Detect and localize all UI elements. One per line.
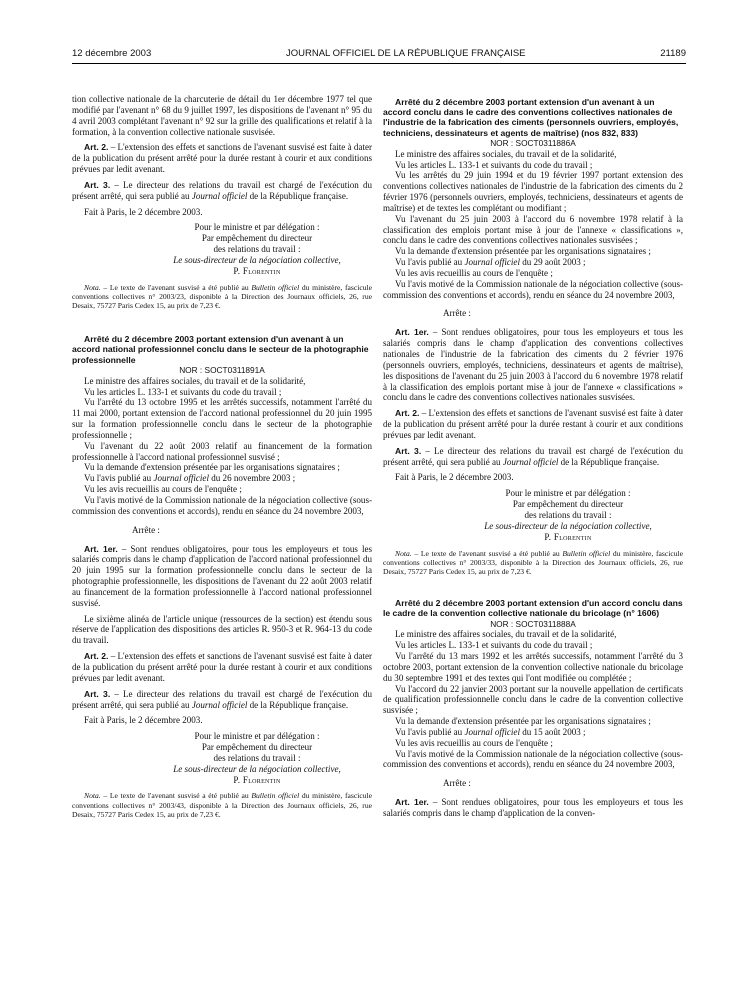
visa: Vu la demande d'extension présentée par les organisations signataires ; xyxy=(395,716,651,727)
visa: Vu les avis recueillis au cours de l'enquête ; xyxy=(84,484,242,495)
nota-note: Nota. – Le texte de l'avenant susvisé a été publié au Bulletin officiel du ministère, fascicule conventions collectives n° 2003/43, disponible à la Direction des Journaux officiels, 26, rue Desaix, 75727 Paris Cedex 15, au prix de 7,23 €. xyxy=(72,791,372,819)
signature-block: Pour le ministre et par délégation : Par empêchement du directeur des relations du travail : Le sous-directeur de la négociation collective, P. Florentin xyxy=(173,222,341,276)
visa: Vu les articles L. 133-1 et suivants du code du travail ; xyxy=(395,640,593,651)
visa: Vu l'avis motivé de la Commission nationale de la négociation collective (sous-commission des conventions et accords), rendu en séance du 24 novembre 2003, xyxy=(383,748,683,770)
page-header xyxy=(72,45,686,61)
visa: Vu les arrêtés du 29 juin 1994 et du 19 février 1997 portant extension des conventions collectives nationales de l'industrie de la fabrication des ciments du 2 février 1976 (personnels ouvriers, employés, techniciens, dessinateurs et agents de maîtrise) et de textes les complétant ou modifiant ; xyxy=(383,170,683,213)
nota-note: Nota. – Le texte de l'avenant susvisé a été publié au Bulletin officiel du ministère, fascicule conventions collectives n° 2003/33, disponible à la Direction des Journaux officiels, 26, rue Desaix, 75727 Paris Cedex 15, au prix de 7,23 €. xyxy=(383,548,683,576)
nor-reference: NOR : SOCT0311891A xyxy=(179,364,265,375)
article-2: Art. 2. – L'extension des effets et sanctions de l'avenant susvisé est faite à dater de la publication du présent arrêté pour la durée restant à courir et aux conditions prévues par ledit avenant. xyxy=(383,408,684,440)
article-1-paragraph: Le sixième alinéa de l'article unique (ressources de la section) est étendu sous réserve de l'application des dispositions des articles R. 950-3 et R. 964-13 du code du travail. xyxy=(72,613,372,646)
visa-minister: Le ministre des affaires sociales, du travail et de la solidarité, xyxy=(395,148,617,159)
nota-note: Nota. – Le texte de l'avenant susvisé a été publié au Bulletin officiel du ministère, fascicule conventions collectives n° 2003/23, disponible à la Direction des Journaux officiels, 26, rue Desaix, 75727 Paris Cedex 15, au prix de 7,23 €. xyxy=(72,282,372,311)
arrete-heading: Arrête : xyxy=(132,524,160,535)
visa: Vu l'avenant du 25 juin 2003 à l'accord du 6 novembre 1978 relatif à la classification des emplois portant mise à jour de l'annexe « classifications », conclu dans le cadre des conventions collectives nationales susvisées ; xyxy=(383,213,683,246)
signature-block: Pour le ministre et par délégation : Par empêchement du directeur des relations du travail : Le sous-directeur de la négociation collective, P. Florentin xyxy=(484,488,652,542)
header-date: 12 décembre 2003 xyxy=(72,47,152,59)
signature-date: Fait à Paris, le 2 décembre 2003. xyxy=(395,472,514,483)
continued-text: tion collective nationale de la charcuterie de détail du 1er décembre 1977 tel que modifié par l'avenant n° 68 du 9 juillet 1997, les dispositions de l'avenant n° 95 du 4 avril 2003 complétant l'avenant n° 92 sur la grille des qualifications et relatif à la formation, à la convention collective nationale susvisée. xyxy=(72,94,372,137)
nor-reference: NOR : SOCT0311888A xyxy=(490,618,576,629)
visa: Vu l'avis publié au Journal officiel du 29 août 2003 ; xyxy=(395,257,586,268)
visa: Vu l'accord du 22 janvier 2003 portant sur la nouvelle appellation de certificats de qualification professionnelle conclu dans le cadre de la convention collective susvisée ; xyxy=(383,683,683,716)
article-3: Art. 3. – Le directeur des relations du travail est chargé de l'exécution du présent arrêté, qui sera publié au Journal officiel de la République française. xyxy=(383,445,683,467)
signature-block: Pour le ministre et par délégation : Par empêchement du directeur des relations du travail : Le sous-directeur de la négociation collective, P. Florentin xyxy=(173,731,341,785)
decree-title-photography: Arrêté du 2 décembre 2003 portant extension d'un avenant à un accord national professionnel conclu dans le secteur de la photographie professionnelle xyxy=(72,334,369,365)
article-1: Art. 1er. – Sont rendues obligatoires, pour tous les employeurs et tous les salariés compris dans le champ d'application de la conven- xyxy=(383,797,683,819)
decree-title-ciments: Arrêté du 2 décembre 2003 portant extension d'un avenant à un accord conclu dans le cadre des conventions collectives nationales de l'industrie de la fabrication des ciments (personnels ouvriers, employés, techniciens, dessinateurs et agents de maîtrise) (nos 832, 833) xyxy=(383,97,679,138)
article-1: Art. 1er. – Sont rendues obligatoires, pour tous les employeurs et tous les salariés compris dans le champ d'application de l'accord national professionnel du 20 juin 1995 sur la formation professionnelle conclu dans le secteur de la photographie professionnelle, les dispositions de l'avenant du 22 août 2003 relatif au financement de la formation professionnelle à l'accord national professionnel susvisé. xyxy=(72,543,372,608)
signature-date: Fait à Paris, le 2 décembre 2003. xyxy=(84,206,203,217)
visa-minister: Le ministre des affaires sociales, du travail et de la solidarité, xyxy=(84,375,306,386)
visa: Vu l'avis motivé de la Commission nationale de la négociation collective (sous-commission des conventions et accords), rendu en séance du 24 novembre 2003, xyxy=(383,278,683,300)
visa: Vu les avis recueillis au cours de l'enquête ; xyxy=(395,267,553,278)
arrete-heading: Arrête : xyxy=(443,308,471,319)
article-1: Art. 1er. – Sont rendues obligatoires, pour tous les employeurs et tous les salariés compris dans le champ d'application des conventions collectives nationales de l'industrie de la fabrication des ciments du 2 février 1976 (personnels ouvriers, employés, techniciens, dessinateurs et agents de maîtrise), les dispositions de l'avenant du 25 juin 2003 à l'accord du 6 novembre 1978 relatif à la classification des emplois portant mise à jour de l'annexe « classifications » conclu dans le cadre des conventions collectives nationales susvisées. xyxy=(383,327,683,403)
decree-title-bricolage: Arrêté du 2 décembre 2003 portant extension d'un accord conclu dans le cadre de la convention collective nationale du bricolage (n° 1606) xyxy=(383,598,683,619)
visa: Vu l'arrêté du 13 octobre 1995 et les arrêtés successifs, notamment l'arrêté du 11 mai 2000, portant extension de l'accord national professionnel du 20 juin 1995 sur la formation professionnelle conclu dans le secteur de la photographie professionnelle ; xyxy=(72,397,372,440)
signature-date: Fait à Paris, le 2 décembre 2003. xyxy=(84,715,203,726)
header-page-number: 21189 xyxy=(660,47,686,59)
visa: Vu les avis recueillis au cours de l'enquête ; xyxy=(395,737,553,748)
header-rule xyxy=(72,63,686,64)
visa: Vu l'avis publié au Journal officiel du 15 août 2003 ; xyxy=(395,726,586,737)
visa: Vu la demande d'extension présentée par les organisations signataires ; xyxy=(84,462,340,473)
article-2: Art. 2. – L'extension des effets et sanctions de l'avenant susvisé est faite à dater de la publication du présent arrêté pour la durée restant à courir et aux conditions prévues par ledit avenant. xyxy=(72,651,373,683)
nor-reference: NOR : SOCT0311886A xyxy=(490,137,576,148)
article-2: Art. 2. – L'extension des effets et sanctions de l'avenant susvisé est faite à dater de la publication du présent arrêté pour la durée restant à courir et aux conditions prévues par ledit avenant. xyxy=(72,142,373,175)
visa: Vu les articles L. 133-1 et suivants du code du travail ; xyxy=(395,159,593,170)
arrete-heading: Arrête : xyxy=(443,778,471,789)
article-3: Art. 3. – Le directeur des relations du travail est chargé de l'exécution du présent arrêté, qui sera publié au Journal officiel de la République française. xyxy=(72,179,372,201)
article-3: Art. 3. – Le directeur des relations du travail est chargé de l'exécution du présent arrêté, qui sera publié au Journal officiel de la République française. xyxy=(72,688,372,710)
right-column xyxy=(383,97,683,819)
header-journal-title: JOURNAL OFFICIEL DE LA RÉPUBLIQUE FRANÇAISE xyxy=(286,47,526,59)
visa-minister: Le ministre des affaires sociales, du travail et de la solidarité, xyxy=(395,629,617,640)
visa: Vu les articles L. 133-1 et suivants du code du travail ; xyxy=(84,386,282,397)
left-column xyxy=(72,94,372,819)
visa: Vu l'avis publié au Journal officiel du 26 novembre 2003 ; xyxy=(84,473,296,484)
visa: Vu l'avenant du 22 août 2003 relatif au financement de la formation professionnelle à l'accord national professionnel susvisé ; xyxy=(72,440,372,462)
visa: Vu l'avis motivé de la Commission nationale de la négociation collective (sous-commission des conventions et accords), rendu en séance du 24 novembre 2003, xyxy=(72,495,372,516)
visa: Vu la demande d'extension présentée par les organisations signataires ; xyxy=(395,246,651,257)
visa: Vu l'arrêté du 13 mars 1992 et les arrêtés successifs, notamment l'arrêté du 3 octobre 2003, portant extension de la convention collective nationale du bricolage du 30 septembre 1991 et des textes qui l'ont modifiée ou complétée ; xyxy=(383,651,683,683)
